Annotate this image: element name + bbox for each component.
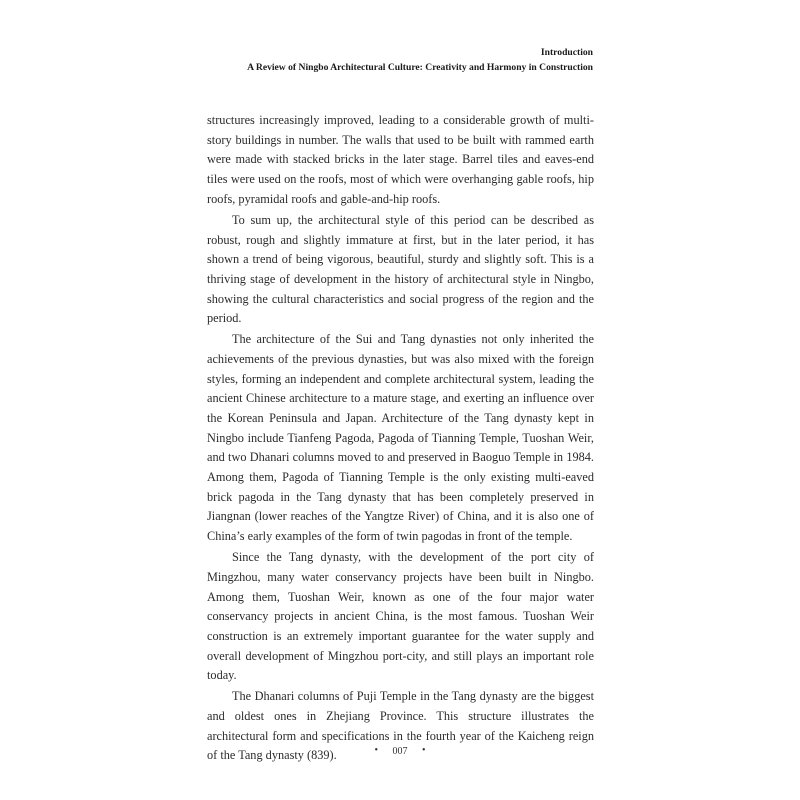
paragraph: Since the Tang dynasty, with the development of the port city of Mingzhou, many water conservancy projects have been built in Ningbo. Among them, Tuoshan Weir, known as one of the four major water conservancy projects in ancient China, is the most famous. Tuoshan Weir construction is an extremely important guarantee for the water supply and overall development of Mingzhou port-city, and still plays an important role today.	[207, 550, 594, 683]
running-header	[247, 45, 593, 75]
header-section: Introduction	[540, 47, 593, 58]
body-text	[207, 111, 594, 768]
paragraph-continued: structures increasingly improved, leading to a considerable growth of multi-story buildings in number. The walls that used to be built with rammed earth were made with stacked bricks in the later stage. Barrel tiles and eaves-end tiles were used on the roofs, most of which were overhanging gable roofs, hip roofs, pyramidal roofs and gable-and-hip roofs.	[207, 113, 594, 206]
footer-dot-left: •	[374, 745, 378, 756]
page-footer	[0, 745, 800, 757]
paragraph: The Dhanari columns of Puji Temple in the Tang dynasty are the biggest and oldest ones in Zhejiang Province. This structure illustrates the architectural form and specifications in the fourth year of the Kaicheng reign of the Tang dynasty (839).	[207, 689, 594, 763]
paragraph: To sum up, the architectural style of this period can be described as robust, rough and slightly immature at first, but in the later period, it has shown a trend of being vigorous, beautiful, sturdy and slightly soft. This is a thriving stage of development in the history of architectural style in Ningbo, showing the cultural characteristics and social progress of the region and the period.	[207, 212, 594, 326]
header-book-title: A Review of Ningbo Architectural Culture: Creativity and Harmony in Construction	[247, 62, 593, 73]
page-number: 007	[392, 746, 408, 757]
paragraph: The architecture of the Sui and Tang dynasties not only inherited the achievements of the previous dynasties, but was also mixed with the foreign styles, forming an independent and complete architectural system, leading the ancient Chinese architecture to a mature stage, and exerting an influence over the Korean Peninsula and Japan. Architecture of the Tang dynasty kept in Ningbo include Tianfeng Pagoda, Pagoda of Tianning Temple, Tuoshan Weir, and two Dhanari columns moved to and preserved in Baoguo Temple in 1984. Among them, Pagoda of Tianning Temple is the only existing multi-eaved brick pagoda in the Tang dynasty that has been completely preserved in Jiangnan (lower reaches of the Yangtze River) of China, and it is also one of China’s early examples of the form of twin pagodas in front of the temple.	[207, 332, 594, 543]
footer-dot-right: •	[422, 745, 426, 756]
